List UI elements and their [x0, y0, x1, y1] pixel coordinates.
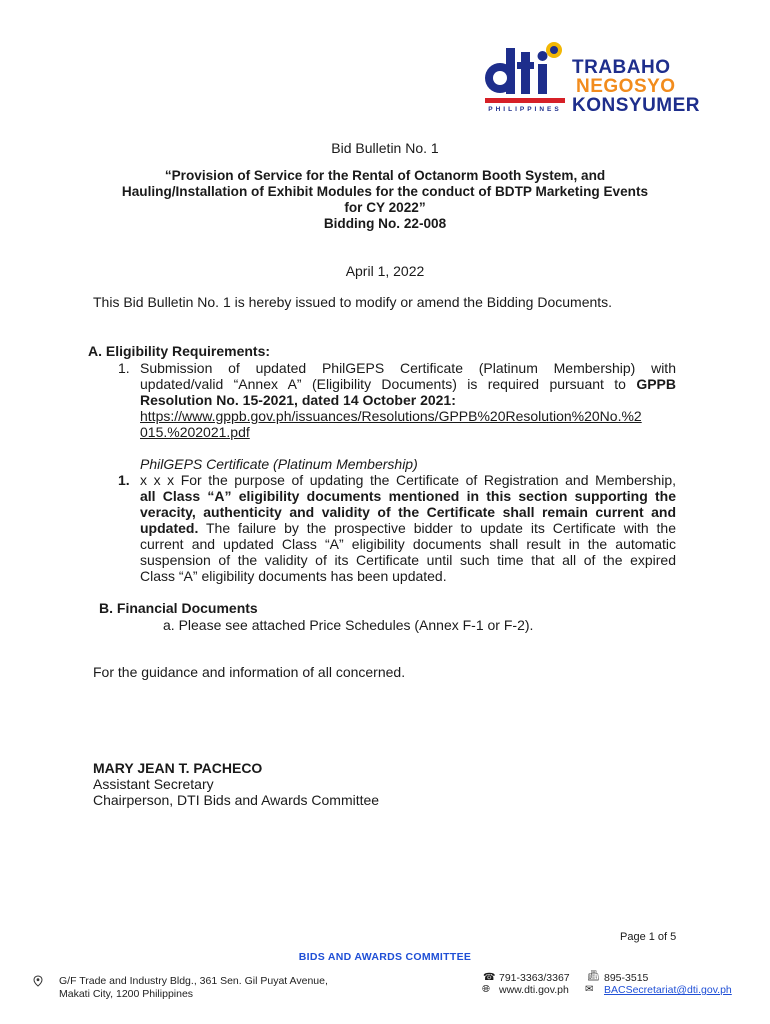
dti-logo [482, 40, 568, 118]
signatory-name: MARY JEAN T. PACHECO [93, 760, 263, 776]
campaign-logo-line2: NEGOSYO [576, 76, 676, 97]
page-number: Page 1 of 5 [620, 931, 677, 943]
item2-line4-text: The failure by the prospective bidder to update its Certificate with the [198, 520, 676, 536]
bulletin-title: Bid Bulletin No. 1 [331, 140, 439, 156]
item2-line7: Class “A” eligibility documents has been updated. [140, 568, 447, 584]
project-title-line1: “Provision of Service for the Rental of Octanorm Booth System, and [164, 168, 606, 183]
philgeps-subheading: PhilGEPS Certificate (Platinum Membership) [140, 456, 418, 472]
footer-address-line2: Makati City, 1200 Philippines [59, 988, 194, 1000]
section-b-heading: B. Financial Documents [99, 600, 258, 616]
fax-icon: 📠︎ [587, 971, 600, 982]
signatory-position: Chairperson, DTI Bids and Awards Committee [93, 792, 380, 808]
dti-logo-subtitle: PHILIPPINES [488, 106, 562, 113]
item1-gppb-ref: GPPB [636, 376, 676, 392]
footer-email[interactable]: BACSecretariat@dti.gov.ph [604, 984, 732, 996]
footer-website[interactable]: www.dti.gov.ph [499, 984, 569, 996]
location-pin-icon [33, 974, 43, 992]
phone-icon: ☎ [483, 972, 496, 983]
signatory-title: Assistant Secretary [93, 776, 214, 792]
item2-line6: suspension of the validity of its Certificate until such time that all of the expired [140, 552, 676, 568]
campaign-logo [572, 58, 732, 118]
mail-icon: ✉ [585, 984, 594, 995]
section-a-item2-number: 1. [118, 472, 130, 488]
item2-line3: veracity, authenticity and validity of the Certificate shall remain current and [140, 504, 676, 520]
item1-line2-text: updated/valid “Annex A” (Eligibility Documents) is required pursuant to [140, 376, 637, 392]
intro-paragraph: This Bid Bulletin No. 1 is hereby issued to modify or amend the Bidding Documents. [93, 294, 613, 310]
gppb-resolution-link[interactable]: https://www.gppb.gov.ph/issuances/Resolutions/GPPB%20Resolution%20No.%2 [140, 408, 642, 424]
gppb-resolution-link-cont[interactable]: 015.%202021.pdf [140, 424, 250, 440]
section-b-item-a: a. Please see attached Price Schedules (Annex F-1 or F-2). [163, 617, 534, 633]
item2-line1: x x x For the purpose of updating the Certificate of Registration and Membership, [140, 472, 676, 488]
item2-line4 [140, 520, 676, 536]
item2-line2: all Class “A” eligibility documents mentioned in this section supporting the [140, 488, 676, 504]
section-a-item1-number: 1. [118, 360, 130, 376]
footer-fax: 895-3515 [604, 972, 649, 984]
item2-line5: current and updated Class “A” eligibility documents shall result in the automatic [140, 536, 676, 552]
project-title-line3: for CY 2022” [344, 200, 426, 215]
gppb-resolution-link-line2[interactable] [140, 424, 250, 440]
bulletin-date: April 1, 2022 [345, 263, 425, 279]
footer-committee: BIDS AND AWARDS COMMITTEE [298, 951, 472, 963]
campaign-logo-line3: KONSYUMER [572, 95, 701, 116]
bidding-number: Bidding No. 22-008 [323, 216, 447, 231]
section-a-item1-line1: Submission of updated PhilGEPS Certificate (Platinum Membership) with [140, 360, 676, 376]
section-a-item1-resolution: Resolution No. 15-2021, dated 14 October 2021: [140, 392, 456, 408]
section-a-heading: A. Eligibility Requirements: [88, 343, 271, 359]
project-title-line2: Hauling/Installation of Exhibit Modules for the conduct of BDTP Marketing Events [121, 184, 649, 199]
footer-address-line1: G/F Trade and Industry Bldg., 361 Sen. Gil Puyat Avenue, [59, 975, 328, 987]
closing-statement: For the guidance and information of all concerned. [93, 664, 406, 680]
footer-phone: 791-3363/3367 [499, 972, 570, 984]
globe-icon: 🌐︎ [482, 984, 490, 995]
section-a-item1-line2 [140, 376, 676, 392]
campaign-logo-line1: TRABAHO [572, 57, 671, 78]
item2-updated-word: updated. [140, 520, 199, 536]
gppb-resolution-link-line1[interactable] [140, 408, 642, 424]
